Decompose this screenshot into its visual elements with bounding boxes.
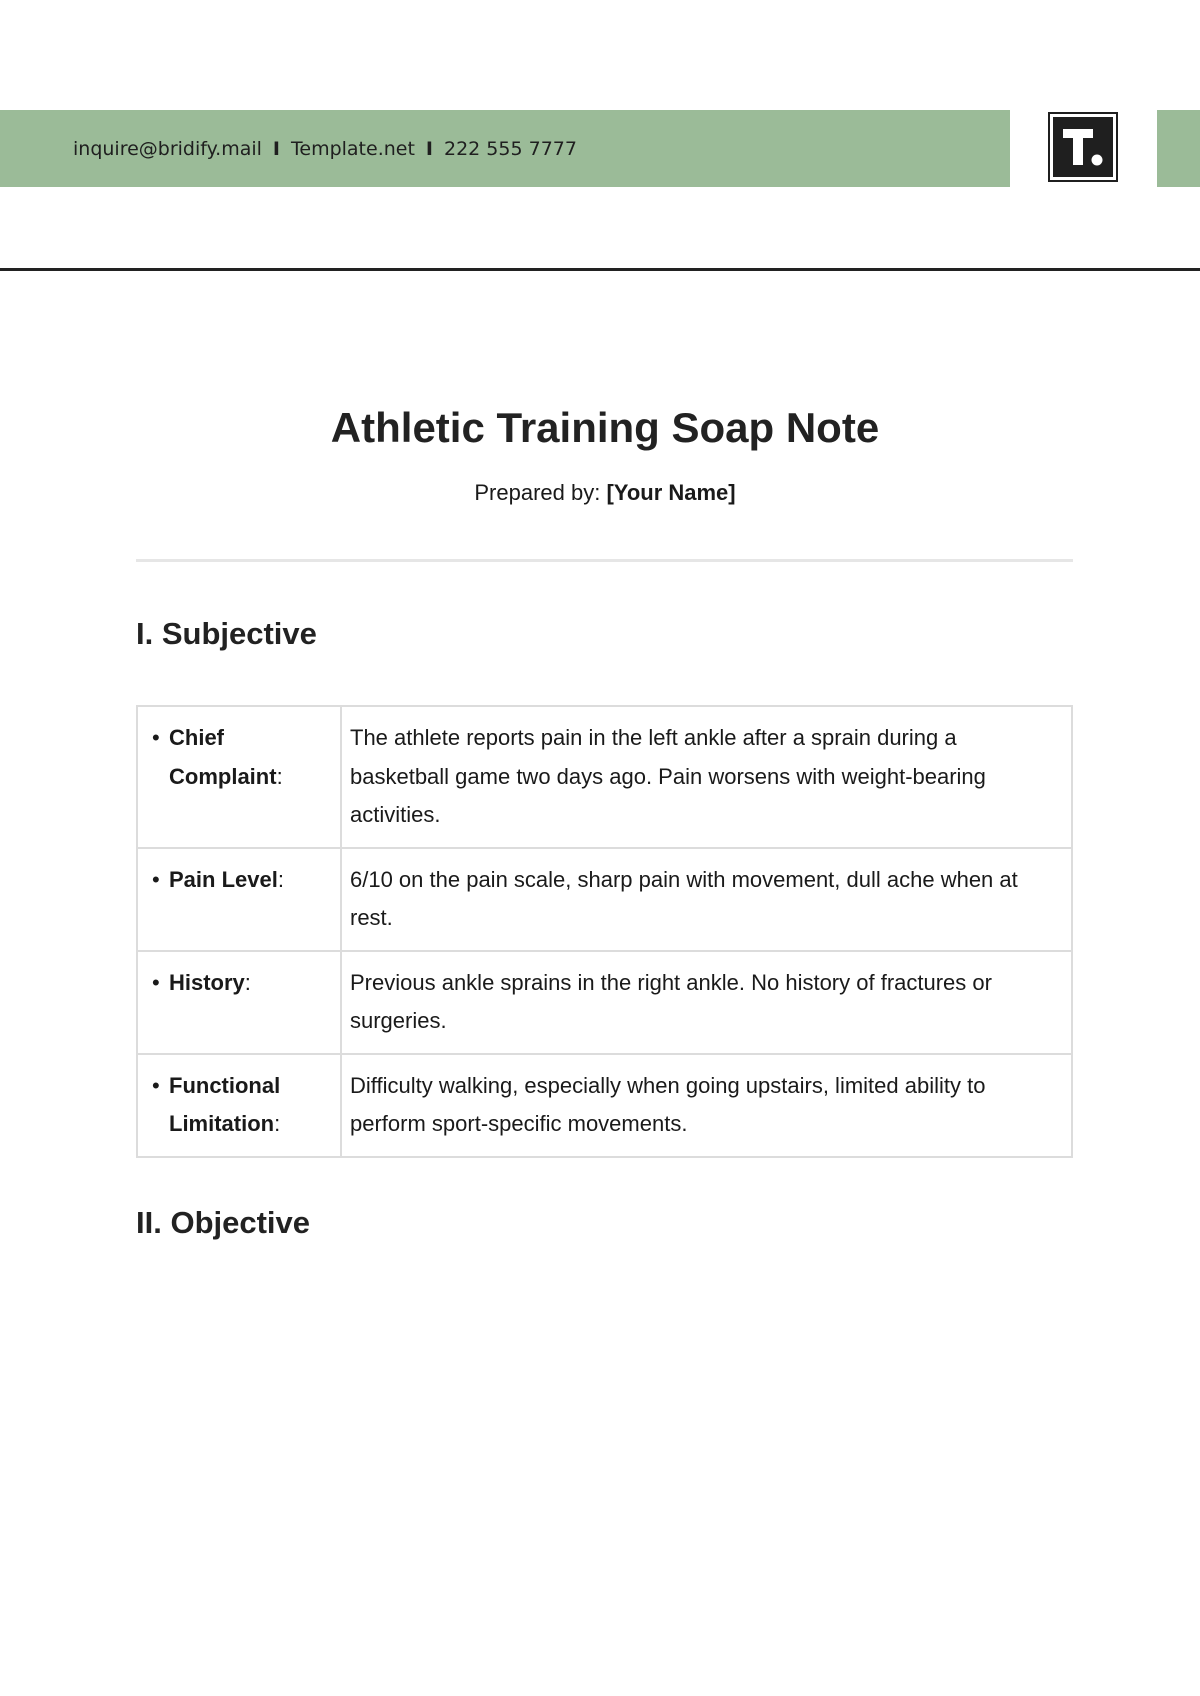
contact-email[interactable]: inquire@bridify.mail (73, 137, 262, 160)
contact-separator: I (425, 137, 433, 160)
table-row (137, 706, 1072, 848)
contact-line (73, 110, 577, 187)
row-colon: : (244, 969, 251, 995)
row-term: Pain Level (169, 866, 278, 892)
row-colon: : (274, 1111, 281, 1136)
row-value: The athlete reports pain in the left ankle after a sprain during a basketball game two days ago. Pain worsens with weight-bearing activities. (341, 706, 1072, 848)
bullet-icon: • (152, 725, 160, 750)
title-divider (136, 559, 1073, 562)
row-term: Functional Limitation (169, 1072, 281, 1136)
row-value: 6/10 on the pain scale, sharp pain with movement, dull ache when at rest. (341, 848, 1072, 951)
bullet-icon: • (152, 969, 160, 995)
table-row (137, 848, 1072, 951)
row-term: Chief Complaint (169, 725, 277, 789)
prepared-by-label: Prepared by: (474, 480, 601, 505)
template-net-logo-icon (1048, 112, 1118, 182)
contact-separator: I (272, 137, 280, 160)
row-value: Previous ankle sprains in the right ankle. No history of fractures or surgeries. (341, 951, 1072, 1054)
row-label-cell (137, 1054, 341, 1157)
header-band-right (1157, 110, 1200, 187)
contact-phone[interactable]: 222 555 7777 (444, 137, 577, 160)
section-heading-subjective: I. Subjective (136, 616, 317, 651)
row-label-cell (137, 848, 341, 951)
table-row (137, 951, 1072, 1054)
subjective-table (136, 705, 1073, 1158)
table-row (137, 1054, 1072, 1157)
logo-glyph (1050, 114, 1116, 180)
bullet-icon: • (152, 866, 160, 892)
row-colon: : (276, 763, 283, 789)
section-heading-objective: II. Objective (136, 1205, 311, 1240)
bullet-icon: • (152, 1072, 160, 1098)
row-label-cell (137, 706, 341, 848)
row-value: Difficulty walking, especially when going upstairs, limited ability to perform sport-specific movements. (341, 1054, 1072, 1157)
contact-website[interactable]: Template.net (291, 137, 415, 160)
row-label-cell (137, 951, 341, 1054)
prepared-by (0, 478, 1200, 508)
prepared-by-name: [Your Name] (606, 480, 736, 505)
row-colon: : (277, 866, 284, 892)
document-title: Athletic Training Soap Note (330, 404, 880, 451)
header-divider (0, 268, 1200, 271)
row-term: History (169, 969, 245, 995)
